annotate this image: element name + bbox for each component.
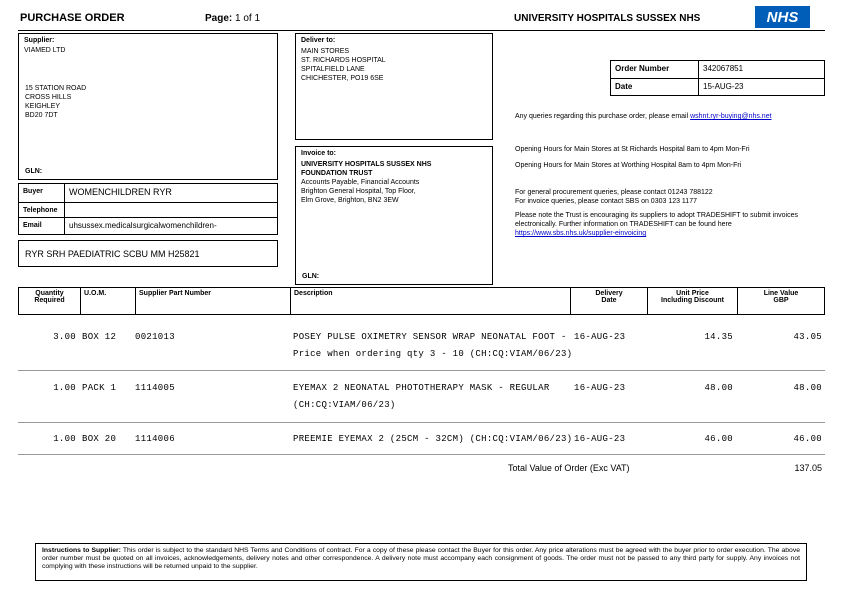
item-delivery-date: 16-AUG-23	[574, 383, 626, 393]
address-line: SPITALFIELD LANE	[301, 66, 365, 73]
address-line: CROSS HILLS	[25, 94, 72, 101]
email-row	[19, 217, 277, 234]
header-line-value-line2: GBP	[773, 297, 789, 304]
header-uom: U.O.M.	[81, 288, 136, 314]
item-description: EYEMAX 2 NEONATAL PHOTOTHERAPY MASK - REGULAR	[293, 383, 550, 393]
address-line: Elm Grove, Brighton, BN2 3EW	[301, 197, 399, 204]
address-line: FOUNDATION TRUST	[301, 170, 373, 177]
item-uom: BOX 12	[82, 332, 117, 342]
header-unit-price-line2: Including Discount	[661, 297, 724, 304]
deliver-to-address	[301, 47, 487, 83]
item-unit-price: 46.00	[704, 434, 733, 444]
item-part-number: 0021013	[135, 332, 175, 342]
instructions-lead: Instructions to Supplier:	[42, 547, 121, 554]
total-label: Total Value of Order (Exc VAT)	[508, 463, 630, 473]
supplier-name: VIAMED LTD	[24, 47, 66, 54]
header-divider	[18, 30, 825, 31]
header-quantity-line2: Required	[34, 297, 65, 304]
item-line-value: 48.00	[793, 383, 822, 393]
item-unit-price: 48.00	[704, 383, 733, 393]
header-delivery-line2: Date	[601, 297, 617, 304]
item-line-value: 43.05	[793, 332, 822, 342]
item-description-line2: (CH:CQ:VIAM/06/23)	[293, 400, 396, 410]
supplier-box	[18, 33, 278, 180]
header-quantity	[19, 288, 81, 314]
buyer-label: Buyer	[19, 184, 65, 202]
invoice-to-address	[301, 160, 487, 205]
telephone-label: Telephone	[19, 203, 65, 217]
item-description: PREEMIE EYEMAX 2 (25CM - 32CM) (CH:CQ:VIAM/06/23)	[293, 434, 573, 444]
header-part-number: Supplier Part Number	[136, 288, 291, 314]
order-date-value: 15-AUG-23	[703, 82, 744, 91]
order-date-label: Date	[611, 79, 699, 95]
order-info-table	[610, 60, 825, 96]
note-tradeshift-text: Please note the Trust is encouraging its suppliers to adopt TRADESHIFT to submit invoices electronically. Further information on TRADESHIFT can be found here	[515, 212, 798, 228]
telephone-value	[65, 203, 277, 217]
address-line: CHICHESTER, PO19 6SE	[301, 75, 384, 82]
address-line: ST. RICHARDS HOSPITAL	[301, 57, 386, 64]
row-divider	[18, 454, 825, 455]
invoice-to-label: Invoice to:	[301, 150, 337, 157]
order-reference: RYR SRH PAEDIATRIC SCBU MM H25821	[25, 249, 200, 259]
address-line: 15 STATION ROAD	[25, 85, 87, 92]
page-title: PURCHASE ORDER	[20, 12, 125, 24]
item-part-number: 1114005	[135, 383, 175, 393]
note-contacts	[515, 188, 827, 206]
page-label: Page:	[205, 13, 233, 24]
header-unit-price	[648, 288, 738, 314]
buyer-row	[19, 184, 277, 202]
trust-name: UNIVERSITY HOSPITALS SUSSEX NHS	[514, 13, 701, 24]
supplier-address	[25, 84, 86, 120]
nhs-logo-icon	[755, 6, 810, 28]
header-quantity-line1: Quantity	[35, 290, 64, 297]
note-queries-text: Any queries regarding this purchase order, please email	[515, 113, 691, 120]
supplier-label: Supplier:	[24, 37, 55, 44]
deliver-to-box	[295, 33, 493, 140]
address-line: BD20 7DT	[25, 112, 58, 119]
supplier-gln-label: GLN:	[25, 168, 43, 175]
address-line: MAIN STORES	[301, 48, 350, 55]
total-value: 137.05	[794, 463, 822, 473]
item-quantity: 1.00	[53, 383, 76, 393]
order-reference-box	[18, 240, 278, 267]
telephone-row	[19, 202, 277, 217]
order-date-row	[611, 78, 824, 95]
item-uom: BOX 20	[82, 434, 117, 444]
item-unit-price: 14.35	[704, 332, 733, 342]
address-line: Brighton General Hospital, Top Floor,	[301, 188, 416, 195]
note-opening-hours-2: Opening Hours for Main Stores at Worthing Hospital 8am to 4pm Mon-Fri	[515, 162, 742, 169]
address-line: Accounts Payable, Financial Accounts	[301, 179, 420, 186]
buyer-table	[18, 183, 278, 235]
order-number-value: 342067851	[703, 64, 744, 73]
item-quantity: 3.00	[53, 332, 76, 342]
note-invoice-queries: For invoice queries, please contact SBS on 0303 123 1177	[515, 198, 697, 205]
order-number-label: Order Number	[611, 61, 699, 78]
header-description: Description	[291, 288, 571, 314]
note-queries	[515, 112, 827, 121]
item-description-line2: Price when ordering qty 3 - 10 (CH:CQ:VIAM/06/23)	[293, 349, 573, 359]
page-value: 1 of 1	[235, 13, 261, 24]
note-opening-hours-1: Opening Hours for Main Stores at St Richards Hospital 8am to 4pm Mon-Fri	[515, 146, 750, 153]
deliver-to-label: Deliver to:	[301, 37, 336, 44]
header-unit-price-line1: Unit Price	[676, 290, 709, 297]
items-table-header	[18, 287, 825, 315]
order-number-row	[611, 61, 824, 78]
address-line: KEIGHLEY	[25, 103, 61, 110]
address-line: UNIVERSITY HOSPITALS SUSSEX NHS	[301, 161, 432, 168]
item-delivery-date: 16-AUG-23	[574, 332, 626, 342]
item-description: POSEY PULSE OXIMETRY SENSOR WRAP NEONATAL FOOT -	[293, 332, 567, 342]
email-label: Email	[19, 218, 65, 234]
instructions-body: This order is subject to the standard NHS Terms and Conditions of contract. For a copy of these please contact the Buyer for this order. Any price alterations must be agreed with the buyer prior to order execution. The above order number must be quoted on all invoices, acknowledgements, delivery notes and other correspondence. A delivery note must accompany each consignment of goods. The order must not be passed to any third party for supply. Any invoices not complying with these instructions will be returned unpaid to the supplier.	[42, 547, 801, 570]
note-tradeshift	[515, 211, 820, 238]
header-line-value	[738, 288, 824, 314]
row-divider	[18, 422, 825, 423]
header-delivery-date	[571, 288, 648, 314]
queries-email-link[interactable]: wshnt.ryr-buying@nhs.net	[690, 113, 772, 120]
invoice-gln-label: GLN:	[302, 273, 320, 280]
supplier-instructions-box	[35, 543, 807, 581]
row-divider	[18, 370, 825, 371]
page-indicator	[205, 13, 260, 24]
tradeshift-link[interactable]: https://www.sbs.nhs.uk/supplier-einvoicing	[515, 230, 647, 237]
note-procurement: For general procurement queries, please contact 01243 788122	[515, 189, 713, 196]
invoice-to-box	[295, 146, 493, 285]
item-part-number: 1114006	[135, 434, 175, 444]
nhs-logo-text: NHS	[766, 8, 799, 26]
item-delivery-date: 16-AUG-23	[574, 434, 626, 444]
item-uom: PACK 1	[82, 383, 117, 393]
header-delivery-line1: Delivery	[595, 290, 623, 297]
item-quantity: 1.00	[53, 434, 76, 444]
item-line-value: 46.00	[793, 434, 822, 444]
email-value: uhsussex.medicalsurgicalwomenchildren-	[69, 221, 217, 230]
header-line-value-line1: Line Value	[763, 290, 799, 297]
buyer-name-value: WOMENCHILDREN RYR	[69, 187, 172, 197]
